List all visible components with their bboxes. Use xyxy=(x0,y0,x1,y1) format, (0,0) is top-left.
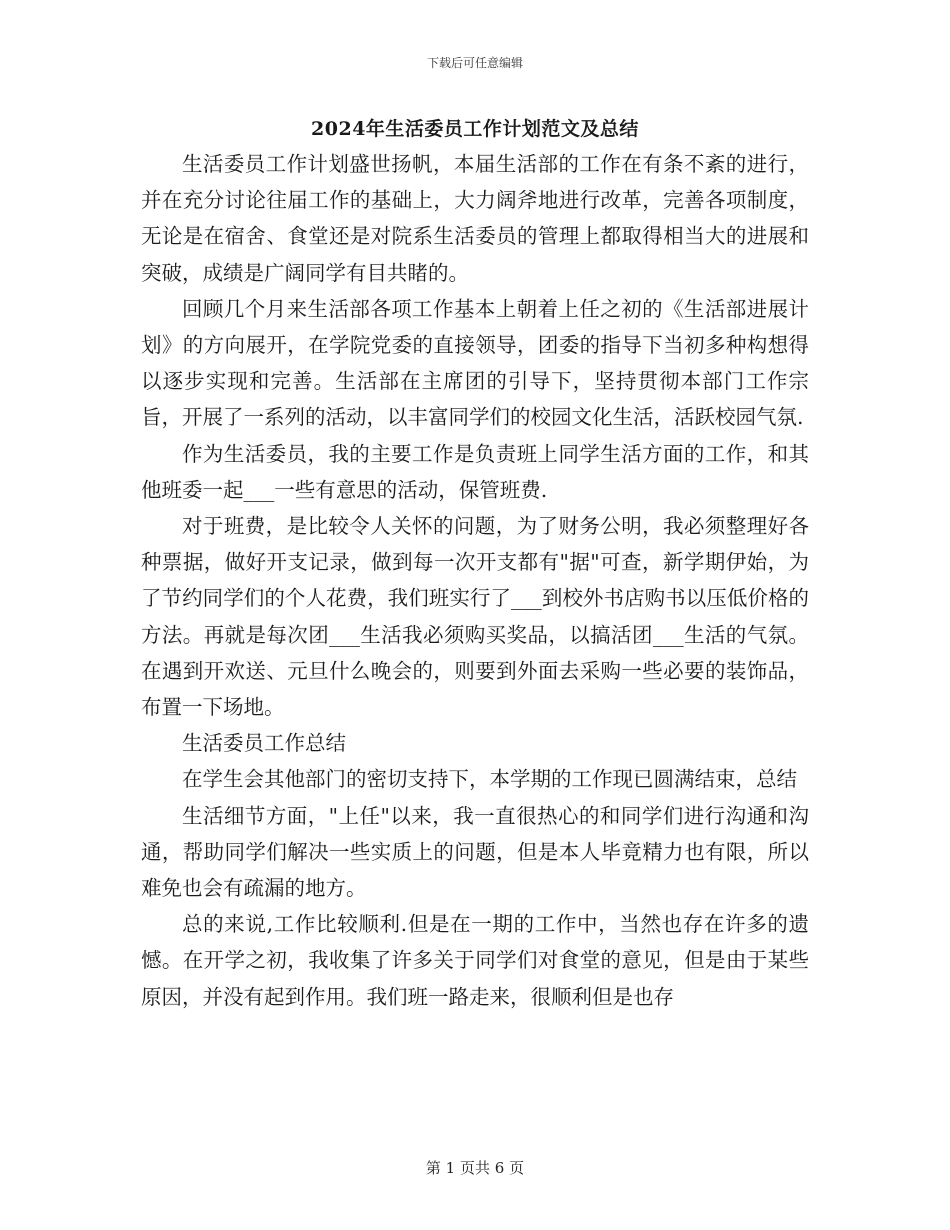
header-note: 下载后可任意编辑 xyxy=(426,56,523,70)
page-footer: 第 1 页共 6 页 xyxy=(425,1159,525,1177)
paragraph-3: 作为生活委员，我的主要工作是负责班上同学生活方面的工作，和其他班委一起___一些有意思的活动，保管班费. xyxy=(141,441,809,502)
paragraph-7: 生活细节方面，"上任"以来，我一直很热心的和同学们进行沟通和沟通，帮助同学们解决一些实质上的问题，但是本人毕竟精力也有限，所以难免也会有疏漏的地方。 xyxy=(141,803,809,901)
paragraph-1: 生活委员工作计划盛世扬帆，本届生活部的工作在有条不紊的进行，并在充分讨论往届工作的基础上，大力阔斧地进行改革，完善各项制度，无论是在宿舍、食堂还是对院系生活委员的管理上都取得相当大的进展和突破，成绩是广阔同学有目共睹的。 xyxy=(141,152,809,285)
paragraph-8: 总的来说,工作比较顺利.但是在一期的工作中，当然也存在许多的遗憾。在开学之初，我收集了许多关于同学们对食堂的意见，但是由于某些原因，并没有起到作用。我们班一路走来，很顺利但是也存 xyxy=(141,912,809,1009)
document-title: 2024年生活委员工作计划范文及总结 xyxy=(311,118,639,140)
paragraph-2: 回顾几个月来生活部各项工作基本上朝着上任之初的《生活部进展计划》的方向展开，在学院党委的直接领导，团委的指导下当初多种构想得以逐步实现和完善。生活部在主席团的引导下，坚持贯彻本部门工作宗旨，开展了一系列的活动，以丰富同学们的校园文化生活，活跃校园气氛. xyxy=(141,296,809,430)
section-heading-summary: 生活委员工作总结 xyxy=(182,731,346,756)
document-body xyxy=(141,146,809,1015)
paragraph-6: 在学生会其他部门的密切支持下，本学期的工作现已圆满结束，总结 xyxy=(182,767,797,792)
paragraph-4: 对于班费，是比较令人关怀的问题，为了财务公明，我必须整理好各种票据，做好开支记录，做到每一次开支都有"据"可查，新学期伊始，为了节约同学们的个人花费，我们班实行了___到校外书店购书以压低价格的方法。再就是每次团___生活我必须购买奖品，以搞活团___生活的气氛。在遇到开欢送、元旦什么晚会的，则要到外面去采购一些必要的装饰品，布置一下场地。 xyxy=(141,514,809,720)
